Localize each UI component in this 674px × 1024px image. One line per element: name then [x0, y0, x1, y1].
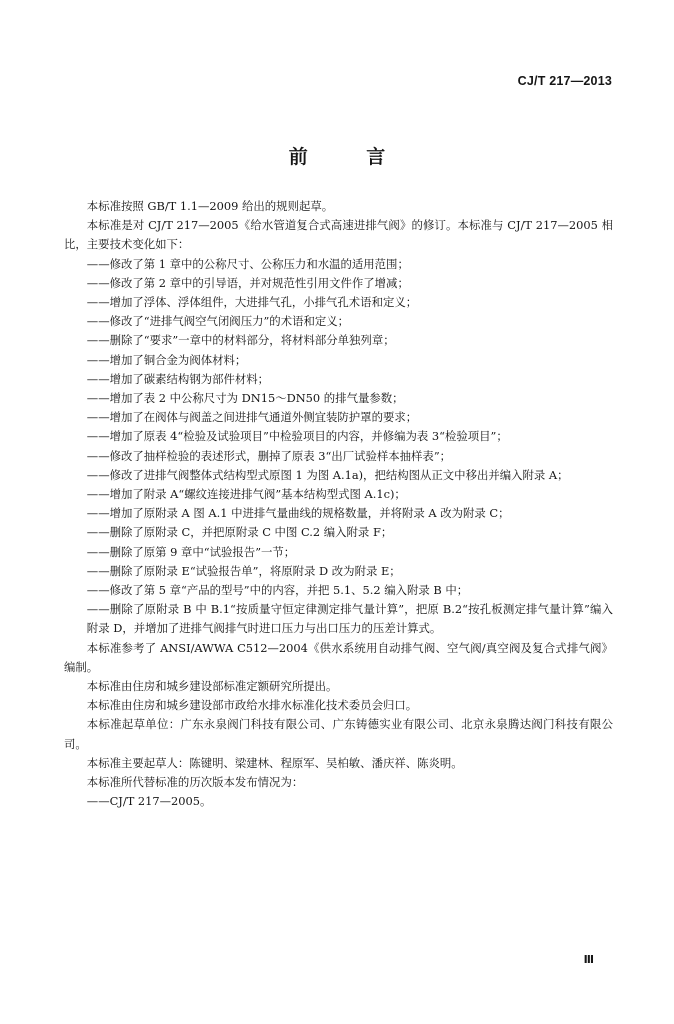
list-item: ——删除了原第 9 章中“试验报告”一节；: [86, 544, 296, 559]
list-item: ——修改了第 1 章中的公称尺寸、公称压力和水温的适用范围；: [86, 256, 409, 271]
list-item: ——增加了浮体、浮体组件，大进排气孔，小排气孔术语和定义；: [86, 295, 418, 310]
list-item: ——增加了原表 4“检验及试验项目”中检验项目的内容，并修编为表 3“检验项目”；: [86, 429, 508, 444]
foreword-body: [64, 197, 613, 812]
changes-list: [64, 255, 613, 639]
paragraph-drafters: 本标准主要起草人：陈键明、梁建林、程原军、吴柏敏、潘庆祥、陈炎明。: [86, 755, 463, 770]
list-item: ——删除了“要求”一章中的材料部分，将材料部分单独列章；: [86, 333, 395, 348]
list-item: ——增加了在阀体与阀盖之间进排气通道外侧宜装防护罩的要求；: [86, 410, 418, 425]
paragraph-administered-by: 本标准由住房和城乡建设部市政给水排水标准化技术委员会归口。: [86, 698, 418, 713]
list-item: ——增加了铜合金为阀体材料；: [86, 352, 247, 367]
list-item: ——修改了第 5 章“产品的型号”中的内容，并把 5.1、5.2 编入附录 B 中；: [86, 583, 469, 598]
paragraph-history-intro: 本标准所代替标准的历次版本发布情况为：: [86, 775, 304, 790]
standard-code: CJ/T 217—2013: [517, 74, 612, 88]
list-item: ——修改了第 2 章中的引导语，并对规范性引用文件作了增减；: [86, 275, 409, 290]
list-item: ——增加了原附录 A 图 A.1 中进排气量曲线的规格数量，并将附录 A 改为附录 C；: [86, 506, 510, 521]
list-item: ——修改了抽样检验的表述形式，删掉了原表 3“出厂试验样本抽样表”；: [86, 448, 452, 463]
page-title: 前 言: [288, 146, 412, 168]
paragraph-drafting-units: 本标准起草单位：广东永泉阀门科技有限公司、广东铸德实业有限公司、北京永泉腾达阀门科技有限公司。: [64, 717, 613, 751]
list-item: ——增加了附录 A“螺纹连接进排气阀”基本结构型式图 A.1c)；: [86, 487, 406, 502]
history-item: ——CJ/T 217—2005。: [86, 794, 212, 809]
list-item: ——删除了原附录 B 中 B.1“按质量守恒定律测定排气量计算”，把原 B.2“按孔板测定排气量计算”编入附录 D，并增加了进排气阀排气时进口压力与出口压力的压差计算式。: [86, 602, 613, 636]
paragraph-drafting-rules: 本标准按照 GB/T 1.1—2009 给出的规则起草。: [86, 199, 334, 213]
list-item: ——删除了原附录 C，并把原附录 C 中图 C.2 编入附录 F；: [86, 525, 393, 540]
page-number: Ⅲ: [583, 954, 594, 966]
list-item: ——修改了进排气阀整体式结构型式原图 1 为图 A.1a)，把结构图从正文中移出并编入附录 A；: [86, 467, 569, 482]
paragraph-revision-summary: 本标准是对 CJ/T 217—2005《给水管道复合式高速进排气阀》的修订。本标准与 CJ/T 217—2005 相比，主要技术变化如下：: [64, 218, 613, 252]
list-item: ——增加了表 2 中公称尺寸为 DN15～DN50 的排气量参数；: [86, 391, 404, 406]
paragraph-proposed-by: 本标准由住房和城乡建设部标准定额研究所提出。: [86, 679, 338, 694]
list-item: ——删除了原附录 E“试验报告单”，将原附录 D 改为附录 E；: [86, 563, 401, 578]
list-item: ——修改了“进排气阀空气闭阀压力”的术语和定义；: [86, 314, 350, 329]
paragraph-reference-standard: 本标准参考了 ANSI/AWWA C512—2004《供水系统用自动排气阀、空气阀/真空阀及复合式排气阀》编制。: [64, 640, 613, 674]
list-item: ——增加了碳素结构钢为部件材料；: [86, 371, 270, 386]
